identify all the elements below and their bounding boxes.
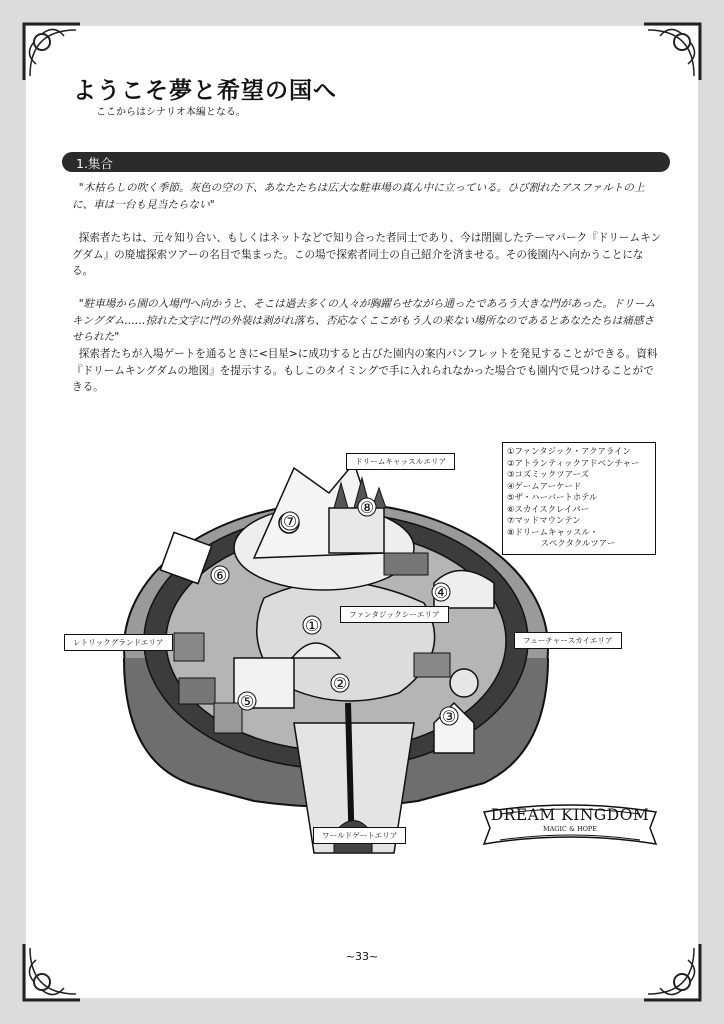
- map-marker-3-label: ③: [441, 707, 457, 726]
- legend-item: ④ゲームアーケード: [507, 480, 582, 491]
- logo-subtitle: MAGIC & HOPE: [542, 825, 598, 833]
- body-paragraph-2: 探索者たちは、元々知り合い、もしくはネットなどで知り合った者同士であり、今は閉園したテーマパーク『ドリームキングダム』の廃墟探索ツアーの名目で集まった。この場で探索者同士の自己紹介を済ませる。その後園内へ向かうことになる。: [72, 232, 662, 277]
- section-header-label: 1.集合: [76, 156, 113, 171]
- map-marker-1-label: ①: [304, 616, 320, 635]
- legend-item: ⑧ドリームキャッスル・: [507, 526, 599, 537]
- legend-item: ①ファンタジック・アクアライン: [507, 446, 631, 456]
- body-paragraph-4: 探索者たちが入場ゲートを通るときに<目星>に成功すると古びた園内の案内パンフレットを発見することができる。資料『ドリームキングダムの地図』を提示する。もしこのタイミングで手に入れられなかった場合でも園内で見つけることができる。: [72, 348, 658, 393]
- area-banner-fantasy: ファンタジックシーエリア: [340, 606, 449, 623]
- map-legend: [502, 442, 656, 555]
- area-banner-gate: ワールドゲートエリア: [313, 827, 406, 844]
- legend-item: ③コズミックツアーズ: [507, 469, 590, 479]
- map-marker-6-label: ⑥: [212, 566, 228, 585]
- map-marker-4-label: ④: [433, 583, 449, 602]
- corner-ornament-icon: [640, 20, 704, 84]
- area-banner-castle: ドリームキャッスルエリア: [346, 453, 455, 470]
- map-marker-2-label: ②: [332, 674, 348, 693]
- legend-item: ⑤ザ・ハーバートホテル: [507, 492, 598, 502]
- legend-item: スペクタクルツアー: [507, 538, 616, 548]
- page-subtitle: ここからはシナリオ本編となる。: [96, 107, 246, 118]
- narration-paragraph-3: "駐車場から園の入場門へ向かうと、そこは過去多くの人々が胸躍らせながら通ったであろう大きな門があった。ドリームキングダム……掠れた文字に門の外装は剥がれ落ち、否応なくここがもう人の来ない場所なのであるとあなたたちは痛感させられた": [72, 298, 656, 343]
- map-marker-8-label: ⑧: [359, 498, 375, 517]
- page-number: ~33~: [345, 950, 379, 963]
- map-marker-7-label: ⑦: [282, 512, 298, 531]
- dream-kingdom-logo: [480, 800, 660, 852]
- logo-title: DREAM KINGDOM: [490, 806, 650, 824]
- legend-item: ②アトランティックアドベンチャー: [507, 457, 640, 468]
- area-banner-retro: レトリックグランドエリア: [64, 634, 173, 651]
- legend-item: ⑦マッドマウンテン: [507, 515, 581, 525]
- legend-item: ⑥スカイスクレイパー: [507, 503, 589, 514]
- section-header: [62, 152, 670, 172]
- area-banner-future: フューチャースカイエリア: [514, 632, 622, 649]
- narration-paragraph-1: "木枯らしの吹く季節。灰色の空の下、あなたたちは広大な駐車場の真ん中に立っている。ひび割れたアスファルトの上に、車は一台も見当たらない": [72, 182, 645, 211]
- map-marker-5-label: ⑤: [239, 692, 255, 711]
- page-title: ようこそ夢と希望の国へ: [73, 77, 337, 104]
